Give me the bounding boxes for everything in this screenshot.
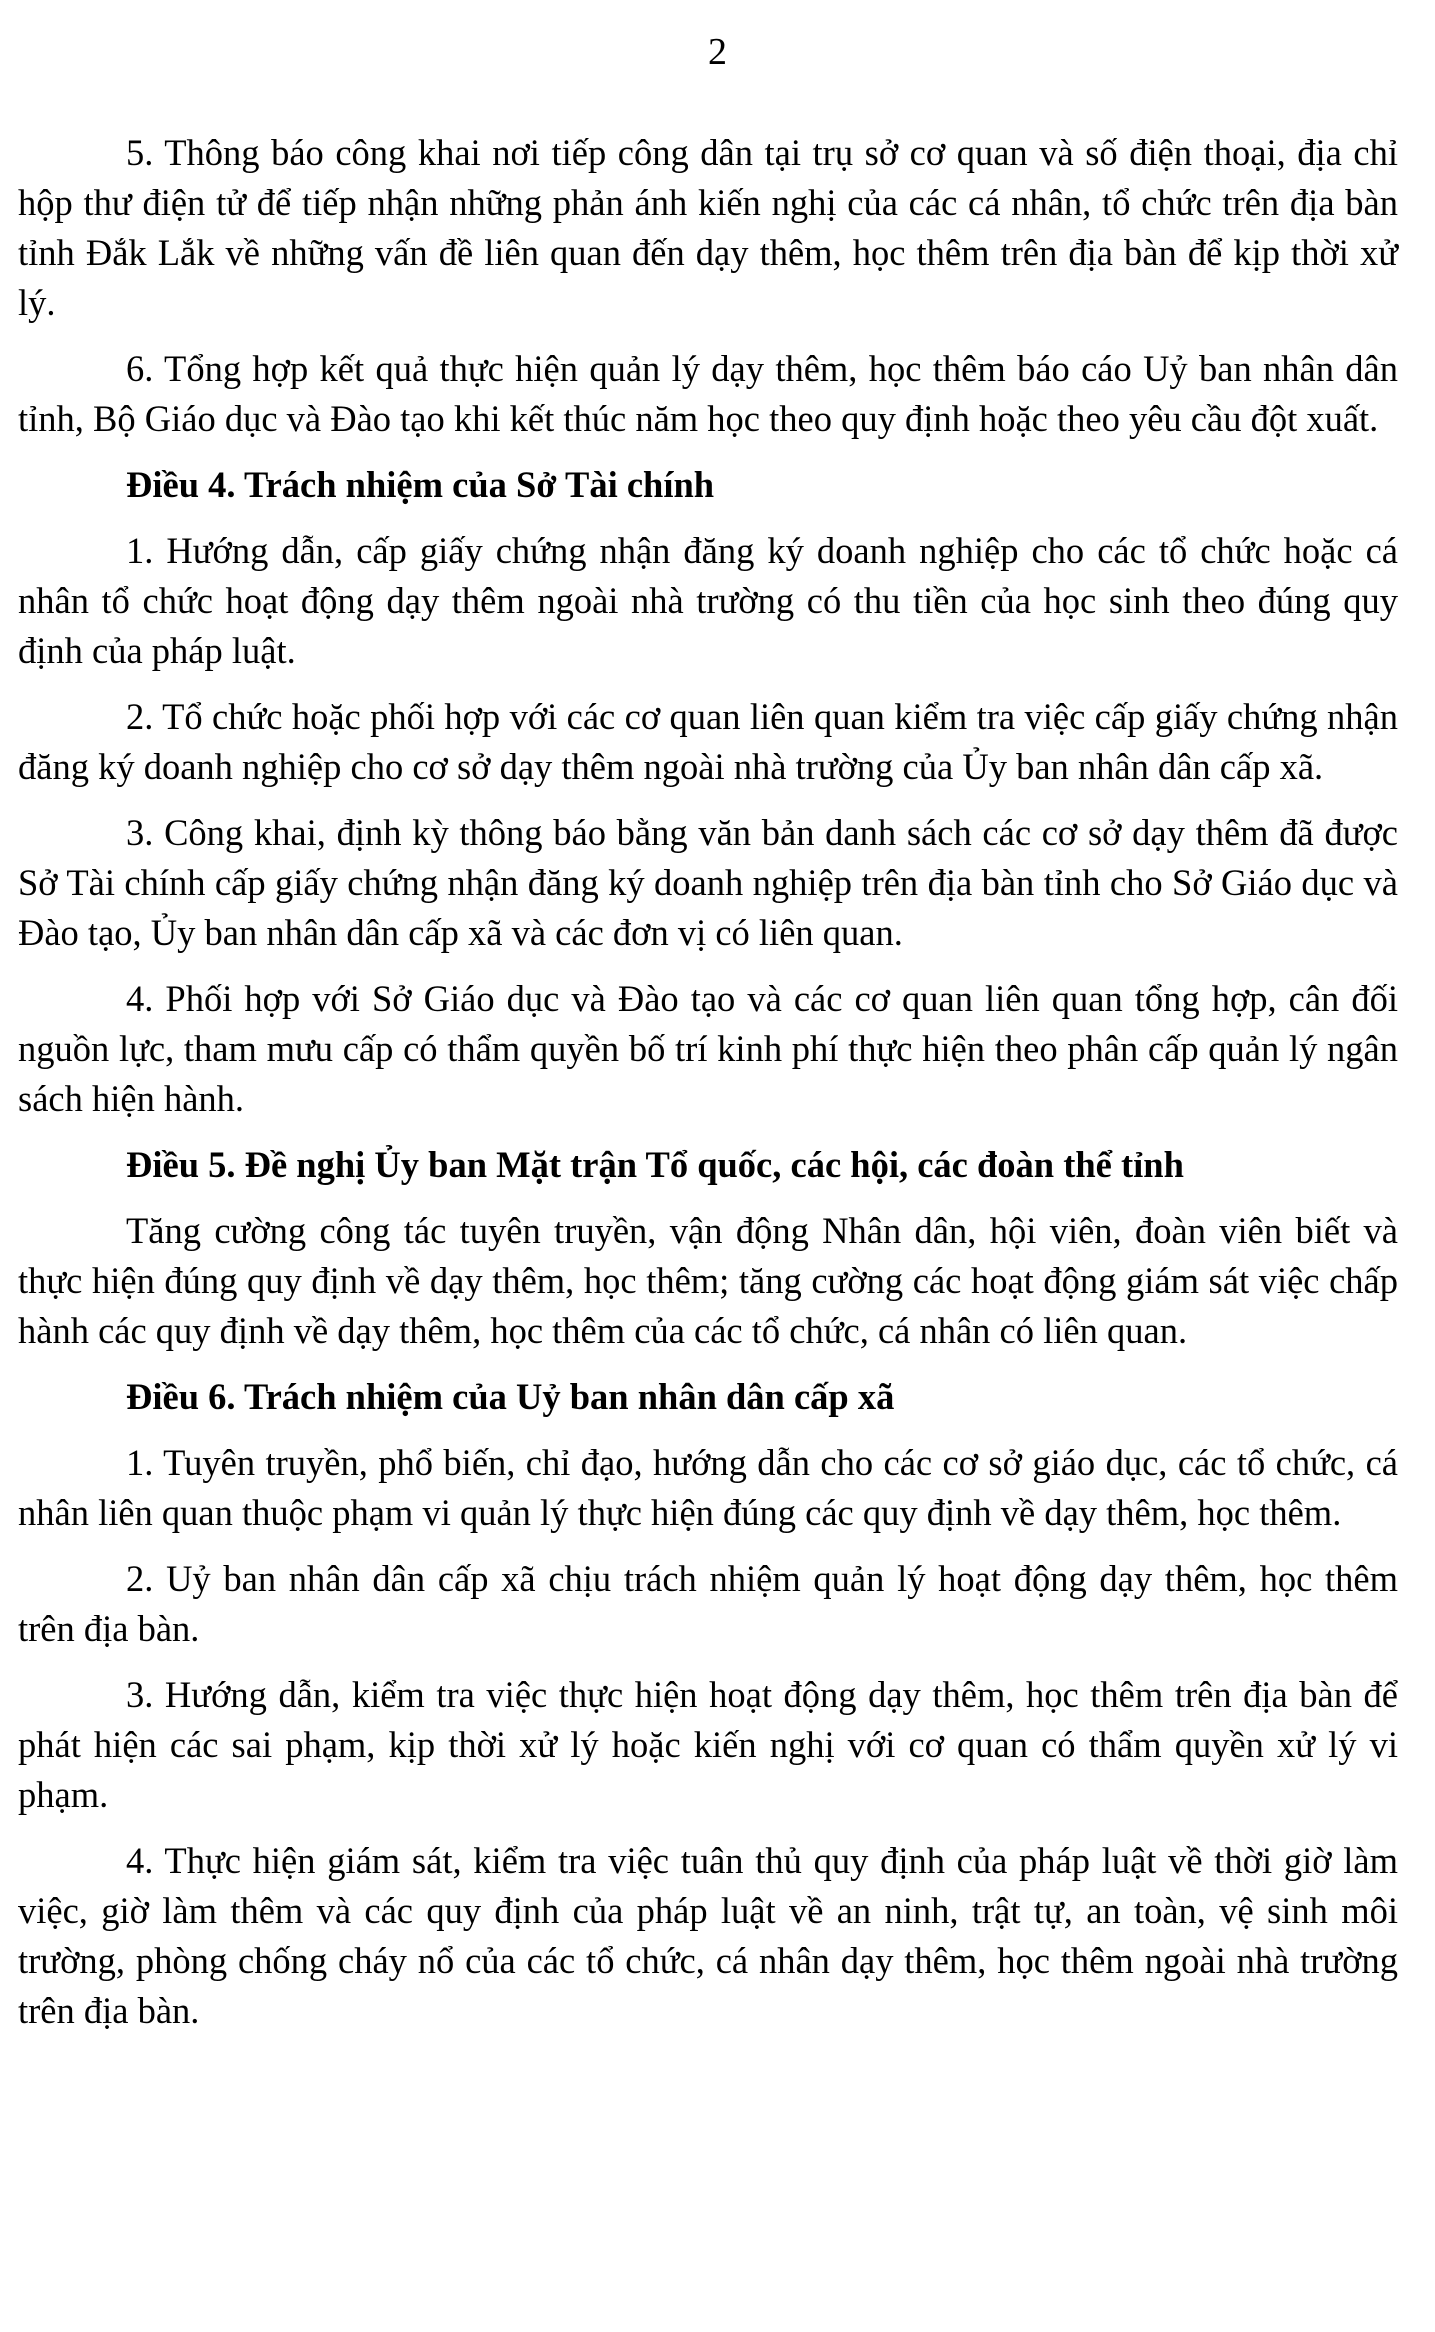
page-number: 2 [708,31,727,73]
paragraph-art4-item2: 2. Tổ chức hoặc phối hợp với các cơ quan liên quan kiểm tra việc cấp giấy chứng nhận đăng ký doanh nghiệp cho cơ sở dạy thêm ngoài nhà trường của Ủy ban nhân dân cấp xã. [18,696,1398,787]
paragraph-art3-item6: 6. Tổng hợp kết quả thực hiện quản lý dạy thêm, học thêm báo cáo Uỷ ban nhân dân tỉnh, Bộ Giáo dục và Đào tạo khi kết thúc năm học theo quy định hoặc theo yêu cầu đột xuất. [18,348,1398,439]
paragraph-art4-item1: 1. Hướng dẫn, cấp giấy chứng nhận đăng ký doanh nghiệp cho các tổ chức hoặc cá nhân tổ chức hoạt động dạy thêm ngoài nhà trường có thu tiền của học sinh theo đúng quy định của pháp luật. [18,530,1398,671]
article-6-heading: Điều 6. Trách nhiệm của Uỷ ban nhân dân cấp xã [126,1376,895,1417]
article-5-heading: Điều 5. Đề nghị Ủy ban Mặt trận Tổ quốc, các hội, các đoàn thể tỉnh [126,1144,1184,1185]
paragraph-art5-body: Tăng cường công tác tuyên truyền, vận động Nhân dân, hội viên, đoàn viên biết và thực hiện đúng quy định về dạy thêm, học thêm; tăng cường các hoạt động giám sát việc chấp hành các quy định về dạy thêm, học thêm của các tổ chức, cá nhân có liên quan. [18,1210,1398,1351]
document-body [18,128,1398,2052]
paragraph-art4-item4: 4. Phối hợp với Sở Giáo dục và Đào tạo và các cơ quan liên quan tổng hợp, cân đối nguồn lực, tham mưu cấp có thẩm quyền bố trí kinh phí thực hiện theo phân cấp quản lý ngân sách hiện hành. [18,978,1398,1119]
paragraph-art4-item3: 3. Công khai, định kỳ thông báo bằng văn bản danh sách các cơ sở dạy thêm đã được Sở Tài chính cấp giấy chứng nhận đăng ký doanh nghiệp trên địa bàn tỉnh cho Sở Giáo dục và Đào tạo, Ủy ban nhân dân cấp xã và các đơn vị có liên quan. [18,812,1398,953]
article-4-heading: Điều 4. Trách nhiệm của Sở Tài chính [126,464,715,505]
paragraph-art6-item4: 4. Thực hiện giám sát, kiểm tra việc tuân thủ quy định của pháp luật về thời giờ làm việc, giờ làm thêm và các quy định của pháp luật về an ninh, trật tự, an toàn, vệ sinh môi trường, phòng chống cháy nổ của các tổ chức, cá nhân dạy thêm, học thêm ngoài nhà trường trên địa bàn. [18,1840,1398,2031]
paragraph-art6-item1: 1. Tuyên truyền, phổ biến, chỉ đạo, hướng dẫn cho các cơ sở giáo dục, các tổ chức, cá nhân liên quan thuộc phạm vi quản lý thực hiện đúng các quy định về dạy thêm, học thêm. [18,1442,1398,1533]
paragraph-art3-item5: 5. Thông báo công khai nơi tiếp công dân tại trụ sở cơ quan và số điện thoại, địa chỉ hộp thư điện tử để tiếp nhận những phản ánh kiến nghị của các cá nhân, tổ chức trên địa bàn tỉnh Đắk Lắk về những vấn đề liên quan đến dạy thêm, học thêm trên địa bàn để kịp thời xử lý. [18,132,1398,323]
paragraph-art6-item3: 3. Hướng dẫn, kiểm tra việc thực hiện hoạt động dạy thêm, học thêm trên địa bàn để phát hiện các sai phạm, kịp thời xử lý hoặc kiến nghị với cơ quan có thẩm quyền xử lý vi phạm. [18,1674,1398,1815]
paragraph-art6-item2: 2. Uỷ ban nhân dân cấp xã chịu trách nhiệm quản lý hoạt động dạy thêm, học thêm trên địa bàn. [18,1558,1398,1649]
